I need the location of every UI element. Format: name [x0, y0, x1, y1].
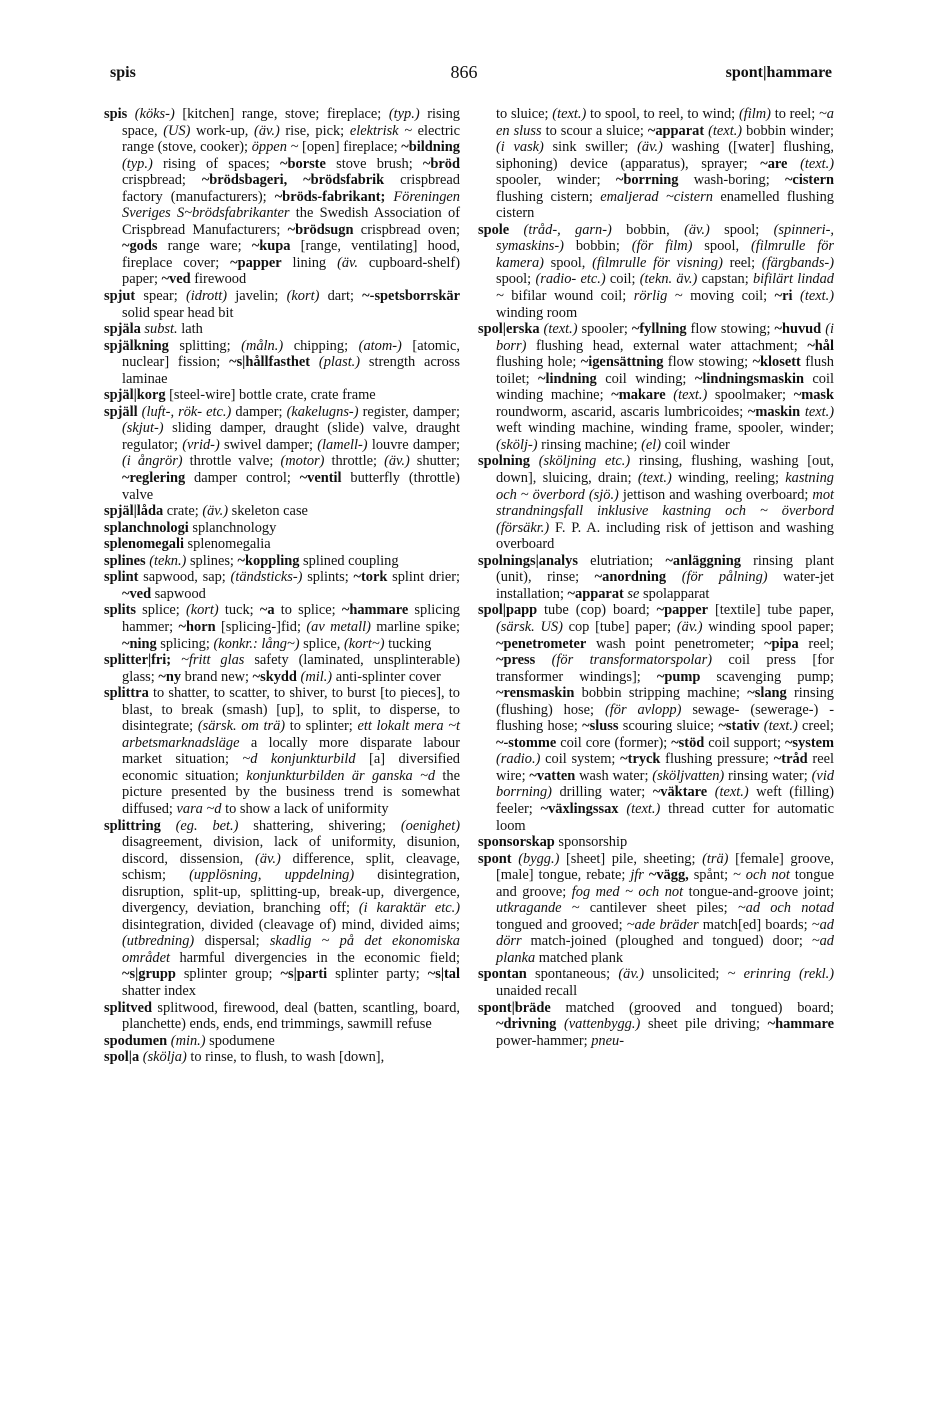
dictionary-entry: spodumen (min.) spodumene — [104, 1032, 275, 1049]
dictionary-entry: to sluice; (text.) to spool, to reel, to wind; (film) to reel; ~a en sluss to scour a sluice; ~apparat (text.) bobbin winder; (i vask) sink swiller; (äv.) washing ([water] flushing, siphoning) device (apparatus), sprayer; ~are (text.) spooler, winder; ~borrning wash-boring; ~cistern flushing cistern; emaljerad ~cistern enamelled flushing cistern — [496, 106, 835, 222]
dictionary-entry: spol|papp tube (cop) board; ~papper [textile] tube paper, (särsk. US) cop [tube] paper; (äv.) winding spool paper; ~penetrometer wash point penetrometer; ~pipa reel; ~press (för transformatorspolar) coil press [for transformer windings]; ~pump scavenging pump; ~rensmaskin bobbin stripping machine; ~slang rinsing (flushing) hose; (för avlopp) sewage- (sewerage-) -flushing hose; ~sluss scouring sluice; ~stativ (text.) creel; ~-stomme coil core (former); ~stöd coil support; ~system (radio.) coil system; ~tryck flushing pressure; ~tråd reel wire; ~vatten wash water; (sköljvatten) rinsing water; (vid borrning) drilling water; ~väktare (text.) weft (filling) feeler; ~växlingssax (text.) thread cutter for automatic loom — [478, 602, 835, 834]
header-left-guideword: spis — [110, 64, 136, 81]
dictionary-entry: spjut spear; (idrott) javelin; (kort) dart; ~-spetsborrskär solid spear head bit — [104, 288, 460, 321]
dictionary-entry: spol|a (skölja) to rinse, to flush, to wash [down], — [104, 1049, 385, 1066]
dictionary-entry: splines (tekn.) splines; ~koppling splined coupling — [104, 552, 399, 569]
dictionary-entry: spjäl|korg [steel-wire] bottle crate, crate frame — [104, 387, 376, 404]
dictionary-entry: splits splice; (kort) tuck; ~a to splice; ~hammare splicing hammer; ~horn [splicing-]fid; (av metall) marline spike; ~ning splicing; (konkr.: lång~) splice, (kort~) tucking — [104, 602, 460, 652]
dictionary-entry: sponsorskap sponsorship — [478, 834, 628, 851]
dictionary-entry: splanchnologi splanchnology — [104, 519, 277, 536]
dictionary-entry: spolning (sköljning etc.) rinsing, flushing, washing [out, down], sluicing, drain; (text.) winding, reeling; kastning och ~ överbord (sjö.) jettison and washing overboard; mot strandningsfall inklusive kastning och ~ överbord (försäkr.) F. P. A. including risk of jettison and washing overboard — [478, 453, 835, 553]
dictionary-entry: splint sapwood, sap; (tändsticks-) splints; ~tork splint drier; ~ved sapwood — [104, 569, 460, 602]
dictionary-entry: spont (bygg.) [sheet] pile, sheeting; (trä) [female] groove, [male] tongue, rebate; jfr ~vägg, spånt; ~ och not tongue and groove; fog med ~ och not tongue-and-groove joint; utkragande ~ cantilever sheet piles; ~ad och notad tongued and grooved; ~ade bräder match[ed] boards; ~ad dörr match-joined (ploughed and tongued) door; ~ad planka matched plank — [478, 850, 835, 966]
dictionary-entry: spol|erska (text.) spooler; ~fyllning flow stowing; ~huvud (i borr) flushing head, external water attachment; ~hål flushing hole; ~igensättning flow stowing; ~klosett flush toilet; ~lindning coil winding; ~lindningsmaskin coil winding machine; ~makare (text.) spoolmaker; ~mask roundworm, ascarid, ascaris lumbricoides; ~maskin text.) weft winding machine, winding frame, spooler, winder; (skölj-) rinsing machine; (el) coil winder — [478, 321, 835, 453]
dictionary-entry: splittra to shatter, to scatter, to shiver, to burst [to pieces], to blast, to break (smash) [up], to split, to disperse, to disintegrate; (särsk. om trä) to splinter; ett lokalt mera ~t arbetsmarknadsläge a locally more disparate labour market situation; ~d konjunkturbild [a] diversified economic situation; konjunkturbilden är ganska ~d the picture presented by the business trend is somewhat diffused; vara ~d to show a lack of uniformity — [104, 685, 461, 817]
dictionary-entry: splittring (eg. bet.) shattering, shivering; (oenighet) disagreement, division, lack of uniformity, disunion, discord, dissension, (äv.) difference, split, cleavage, schism; (upplösning, uppdelning) disintegration, disruption, split-up, splitting-up, break-up, divergence, divergency, deviation, branching off; (i karaktär etc.) disintegration, divided (cleavage of) mind, divided aims; (utbredning) dispersal; skadlig ~ på det ekonomiska området harmful divergencies in the economic field; ~s|grupp splinter group; ~s|parti splinter party; ~s|tal shatter index — [104, 817, 460, 999]
dictionary-entry: spolnings|analys elutriation; ~anläggning rinsing plant (unit), rinse; ~anordning (för pålning) water-jet installation; ~apparat se spolapparat — [478, 552, 834, 602]
column-right — [478, 106, 834, 1049]
dictionary-entry: spole (tråd-, garn-) bobbin, (äv.) spool; (spinneri-, symaskins-) bobbin; (för film) spool, (filmrulle för kamera) spool, (filmrulle för visning) reel; (färgbands-) spool; (radio- etc.) coil; (tekn. äv.) capstan; bifilärt lindad ~ bifilar wound coil; rörlig ~ moving coil; ~ri (text.) winding room — [478, 221, 835, 321]
dictionary-entry: spjäl|låda crate; (äv.) skeleton case — [104, 503, 308, 520]
dictionary-entry: spjälkning splitting; (måln.) chipping; (atom-) [atomic, nuclear] fission; ~s|hållfasthet (plast.) strength across laminae — [104, 337, 460, 387]
column-left — [104, 106, 460, 1066]
header-right-guideword: spont|hammare — [725, 64, 832, 81]
dictionary-entry: spjäla subst. lath — [104, 321, 203, 338]
dictionary-entry: splenomegali splenomegalia — [104, 536, 271, 553]
dictionary-entry: spis (köks-) [kitchen] range, stove; fireplace; (typ.) rising space, (US) work-up, (äv.) rise, pick; elektrisk ~ electric range (stove, cooker); öppen ~ [open] fireplace; ~bildning (typ.) rising of spaces; ~borste stove brush; ~bröd crispbread; ~brödsbageri, ~brödsfabrik crispbread factory (manufacturers); ~bröds-fabrikant; Föreningen Sveriges S~brödsfabrikanter the Swedish Association of Crispbread Manufacturers; ~brödsugn crispbread oven; ~gods range ware; ~kupa [range, ventilating] hood, fireplace cover; ~papper lining (äv. cupboard-shelf) paper; ~ved firewood — [104, 106, 460, 288]
dictionary-entry: splitter|fri; ~fritt glas safety (laminated, unsplinterable) glass; ~ny brand new; ~skydd (mil.) anti-splinter cover — [104, 652, 460, 685]
dictionary-entry: splitved splitwood, firewood, deal (batten, scantling, board, planchette) ends, ends, end trimmings, sawmill refuse — [104, 999, 460, 1033]
dictionary-entry: spjäll (luft-, rök- etc.) damper; (kakelugns-) register, damper; (skjut-) sliding damper, draught (slide) valve, draught regulator; (vrid-) swivel damper; (lamell-) louvre damper; (i ångrör) throttle valve; (motor) throttle; (äv.) shutter; ~reglering damper control; ~ventil butterfly (throttle) valve — [104, 403, 461, 503]
dictionary-entry: spontan spontaneous; (äv.) unsolicited; ~ erinring (rekl.) unaided recall — [478, 966, 835, 999]
dictionary-entry: spont|bräde matched (grooved and tongued) board; ~drivning (vattenbygg.) sheet pile driving; ~hammare power-hammer; pneu- — [478, 999, 834, 1049]
page-number: 866 — [450, 62, 478, 82]
